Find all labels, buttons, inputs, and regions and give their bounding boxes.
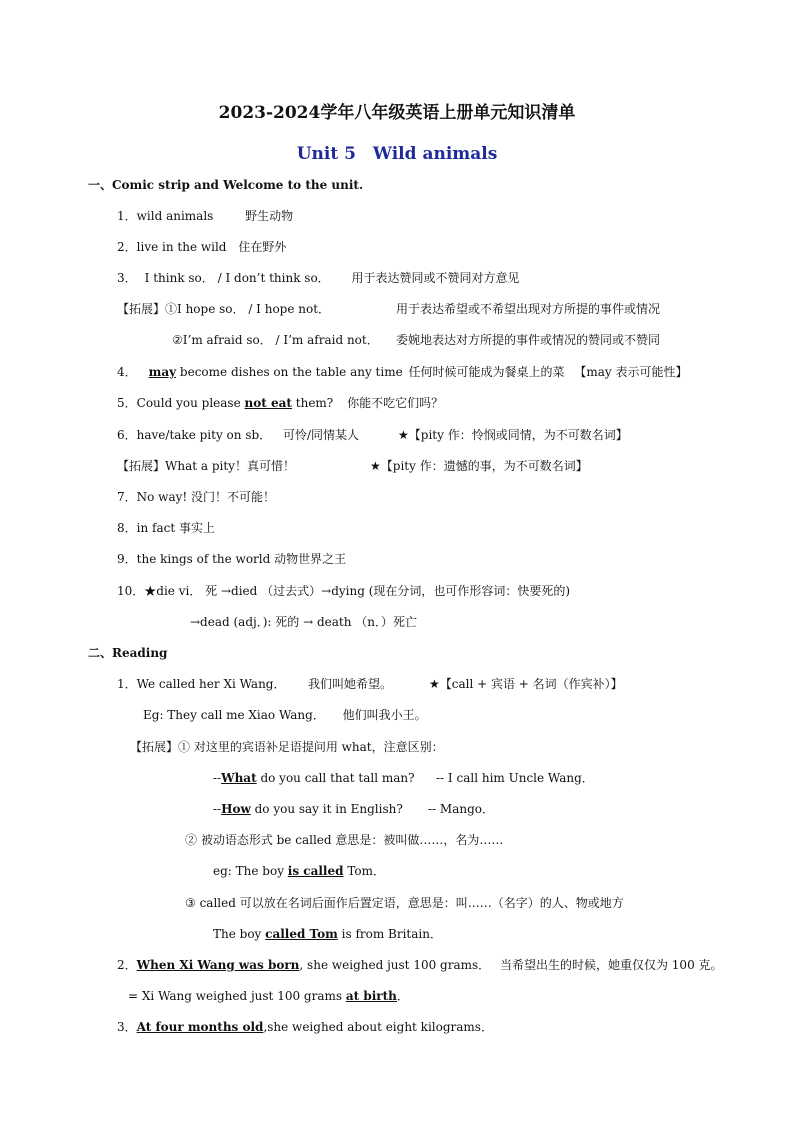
item-english: The boy xyxy=(213,927,266,941)
item-note: 【may 表示可能性】 xyxy=(574,365,688,379)
item-english: What a pity！真可惜！ xyxy=(165,459,295,473)
item-english: wild animals xyxy=(136,209,214,223)
item-english: ,she weighed about eight kilograms． xyxy=(263,1020,493,1034)
item-number: 3． xyxy=(117,271,137,285)
list-item xyxy=(117,270,520,286)
list-item xyxy=(117,957,723,973)
item-chinese: 用于表达希望或不希望出现对方所提的事件或情况 xyxy=(396,302,661,316)
underlined-phrase: When Xi Wang was born xyxy=(136,958,300,972)
list-item xyxy=(117,458,295,474)
item-english: Eg: They call me Xiao Wang． xyxy=(143,708,325,722)
item-english: I think so． / I don’t think so． xyxy=(144,271,330,285)
item-note: ★【pity 作：怜悯或同情，为不可数名词】 xyxy=(398,428,628,442)
item-english: ③ called 可以放在名词后面作后置定语，意思是：叫……（名字）的人、物或地方 xyxy=(185,896,624,910)
item-number: 7． xyxy=(117,490,137,504)
item-english: ． xyxy=(396,989,409,1003)
list-item xyxy=(117,208,293,224)
underlined-word: may xyxy=(148,365,177,379)
item-english: ②I’m afraid so． / I’m afraid not． xyxy=(172,333,379,347)
item-number: 2． xyxy=(117,240,137,254)
underlined-phrase: is called xyxy=(287,864,344,878)
item-chinese: 野生动物 xyxy=(245,209,294,223)
item-english: , she weighed just 100 grams． xyxy=(299,958,491,972)
item-chinese: 当希望出生的时候，她重仅仅为 100 克。 xyxy=(499,958,723,972)
item-english: do you call that tall man? xyxy=(256,771,415,785)
item-english: them? xyxy=(295,396,334,410)
item-chinese: 我们叫她希望。 xyxy=(308,677,393,691)
item-chinese: 委婉地表达对方所提的事件或情况的赞同或不赞同 xyxy=(396,333,661,347)
item-english: do you say it in English? xyxy=(250,802,403,816)
item-english: ①I hope so． / I hope not． xyxy=(165,302,331,316)
item-number: 4． xyxy=(117,365,137,379)
list-item xyxy=(117,239,286,255)
item-number: 3． xyxy=(117,1020,137,1034)
example-line xyxy=(128,988,409,1004)
list-item xyxy=(117,1019,493,1035)
item-number: 2． xyxy=(117,958,137,972)
item-english: = Xi Wang weighed just 100 grams xyxy=(128,989,346,1003)
item-english: have/take pity on sb． xyxy=(136,428,272,442)
item-number: 8． xyxy=(117,521,137,535)
item-number: 10． xyxy=(117,584,145,598)
example-line xyxy=(143,707,427,723)
list-item xyxy=(117,551,346,567)
example-line xyxy=(213,926,442,942)
underlined-phrase: At four months old xyxy=(136,1020,264,1034)
extension-tag: 【拓展】 xyxy=(130,740,179,754)
extension-tag: 【拓展】 xyxy=(117,459,166,473)
item-english: become dishes on the table any time xyxy=(179,365,403,379)
unit-title: Unit 5 Wild animals xyxy=(296,144,498,164)
example-line xyxy=(213,770,415,786)
page-title: 2023-2024学年八年级英语上册单元知识清单 xyxy=(218,103,576,123)
list-item xyxy=(117,520,215,536)
underlined-phrase: at birth xyxy=(345,989,397,1003)
example-answer: -- Mango． xyxy=(428,802,495,816)
item-english: →dead (adj．): 死的 → death （n．）死亡 xyxy=(190,615,417,629)
dash: -- xyxy=(213,771,222,785)
item-number: 1． xyxy=(117,209,137,223)
list-item xyxy=(117,301,330,317)
item-chinese: 用于表达赞同或不赞同对方意见 xyxy=(351,271,520,285)
item-english: live in the wild xyxy=(136,240,227,254)
item-number: 9． xyxy=(117,552,137,566)
item-english: ① 对这里的宾语补足语提问用 what，注意区别： xyxy=(178,740,444,754)
item-number: 5． xyxy=(117,396,137,410)
list-item xyxy=(117,489,275,505)
underlined-phrase: called Tom xyxy=(265,927,338,941)
section-heading-1: 一、Comic strip and Welcome to the unit. xyxy=(88,178,364,192)
item-english: the kings of the world 动物世界之王 xyxy=(136,552,347,566)
item-chinese: 你能不吃它们吗？ xyxy=(347,396,444,410)
item-english: We called her Xi Wang． xyxy=(136,677,286,691)
item-number: 1． xyxy=(117,677,137,691)
underlined-word: How xyxy=(221,802,251,816)
list-item xyxy=(117,364,688,380)
item-english: ★die vi． 死 →died （过去式）→dying (现在分词，也可作形容词：快要死的) xyxy=(144,584,571,598)
item-english: is from Britain． xyxy=(337,927,442,941)
item-chinese: 住在野外 xyxy=(238,240,287,254)
section-heading-2: 二、Reading xyxy=(88,646,168,660)
item-english: ② 被动语态形式 be called 意思是：被叫做……，名为…… xyxy=(185,833,504,847)
list-item xyxy=(117,395,443,411)
example-line xyxy=(213,801,403,817)
underlined-word: What xyxy=(221,771,257,785)
item-english: in fact 事实上 xyxy=(136,521,215,535)
item-english: No way! 没门！不可能！ xyxy=(136,490,276,504)
dash: -- xyxy=(213,802,222,816)
underlined-phrase: not eat xyxy=(244,396,292,410)
example-answer: -- I call him Uncle Wang． xyxy=(436,771,594,785)
item-chinese: 他们叫我小王。 xyxy=(342,708,427,722)
list-item xyxy=(117,583,570,599)
example-line xyxy=(213,863,385,879)
item-chinese: 可怜/同情某人 xyxy=(282,428,360,442)
item-chinese: 任何时候可能成为餐桌上的菜 xyxy=(408,365,565,379)
item-note: ★【call + 宾语 + 名词（作宾补）】 xyxy=(429,677,623,691)
item-note: ★【pity 作：遗憾的事，为不可数名词】 xyxy=(370,459,588,473)
list-item xyxy=(117,676,286,692)
extension-tag: 【拓展】 xyxy=(117,302,166,316)
list-item xyxy=(130,739,444,755)
item-number: 6． xyxy=(117,428,137,442)
list-item xyxy=(117,427,359,443)
item-english: eg: The boy xyxy=(213,864,288,878)
item-english: Could you please xyxy=(136,396,241,410)
item-english: Tom． xyxy=(343,864,386,878)
